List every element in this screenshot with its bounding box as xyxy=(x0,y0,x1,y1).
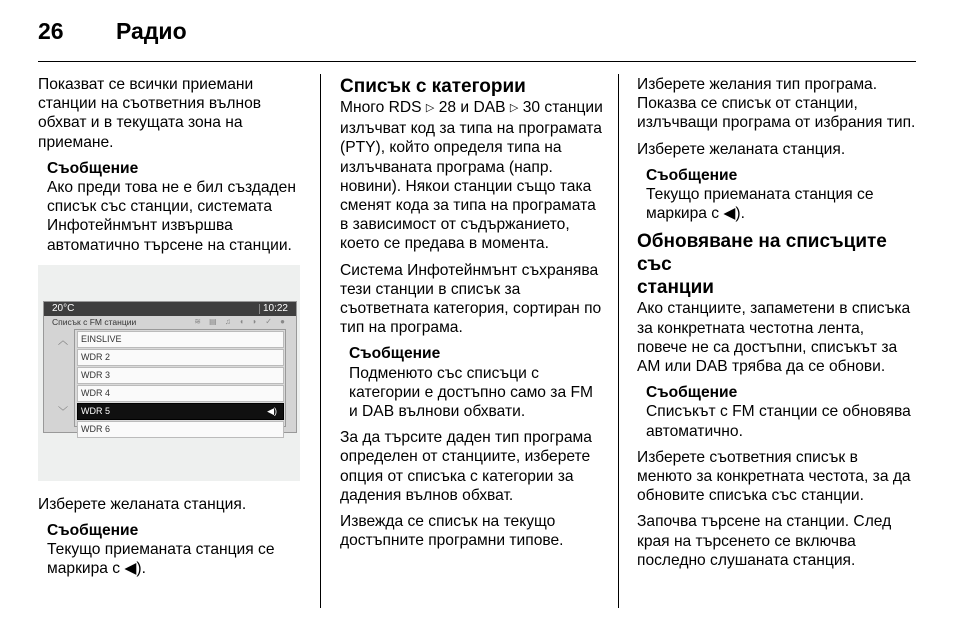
paragraph: Изберете съответния списък в менюто за конкретната честота, за да обновите списъка със станции. xyxy=(637,448,911,505)
column-divider-1 xyxy=(320,74,321,608)
station-row[interactable]: WDR 3 xyxy=(77,367,284,384)
page-title: Радио xyxy=(116,18,187,44)
paragraph: Показват се всички приемани станции на съответния вълнов обхват и в текущата зона на приемане. xyxy=(38,76,262,151)
note-text: Подменюто със списъци с категории е достъпно само за FM и DAB вълнови обхвати. xyxy=(349,364,593,421)
status-bar xyxy=(44,302,296,316)
scroll-up-icon[interactable]: ︿ xyxy=(58,335,68,347)
status-icons: ≋ ▤ ♫ ◖ ◗ ✓ ● xyxy=(194,316,288,326)
note-title: Съобщение xyxy=(47,522,139,540)
paragraph: Много RDS ▷ 28 и DAB ▷ 30 станции излъчват код за типа на програмата (PTY), който определя типа на излъчваната програма (напр. новини). Някои станции също така сменят кода за типа на програмата в зависимост от съдържанието, което се предава в момента. xyxy=(340,99,603,253)
note-title: Съобщение xyxy=(646,384,738,402)
station-row-selected[interactable]: WDR 5 ◀) xyxy=(77,403,284,420)
note-title: Съобщение xyxy=(646,166,738,184)
station-row[interactable]: WDR 4 xyxy=(77,385,284,402)
note-text: Ако преди това не е бил създаден списък със станции, системата Инфотейнмънт извършва автоматично търсене на станции. xyxy=(47,179,296,254)
column-1 xyxy=(38,75,306,586)
paragraph: Система Инфотейнмънт съхранява тези станции в списък за съответната категория, сортиран по тип на програма. xyxy=(340,261,602,337)
section-heading: Обновяване на списъците със станции xyxy=(637,231,887,299)
scroll-down-icon[interactable]: ﹀ xyxy=(58,406,68,418)
header-rule xyxy=(38,61,916,62)
column-3 xyxy=(637,75,917,577)
note-text: Текущо приеманата станция се маркира с ◀). xyxy=(47,541,275,578)
note xyxy=(646,166,917,224)
column-2 xyxy=(340,75,605,557)
page-ref[interactable]: 30 xyxy=(522,99,541,116)
station-row[interactable]: WDR 6 xyxy=(77,421,284,438)
note-text: Текущо приеманата станция се маркира с ◀). xyxy=(646,186,874,223)
infotainment-screen xyxy=(43,301,297,433)
list-title: Списък с FM станции xyxy=(52,316,137,327)
note xyxy=(646,383,917,441)
station-list-screenshot xyxy=(38,265,300,481)
paragraph: Извежда се списък на текущо достъпните програмни типове. xyxy=(340,513,564,550)
triangle-ref-icon: ▷ xyxy=(509,102,519,114)
page-ref[interactable]: 28 xyxy=(438,99,457,116)
note-text: Списъкът с FM станции се обновява автоматично. xyxy=(646,403,911,440)
page-number: 26 xyxy=(38,18,64,44)
paragraph: Започва търсене на станции. След края на търсенето се включва последно слушаната станция. xyxy=(637,513,892,569)
column-divider-2 xyxy=(618,74,619,608)
temperature: 20°C xyxy=(52,302,75,314)
speaker-icon: ◀) xyxy=(723,205,741,223)
note-title: Съобщение xyxy=(47,159,139,177)
paragraph: За да търсите даден тип програма определен от станциите, изберете опция от списъка с категории за дадения вълнов обхват. xyxy=(340,429,592,504)
note xyxy=(47,159,306,255)
note-title: Съобщение xyxy=(349,345,441,363)
speaker-icon: ◀) xyxy=(267,405,277,416)
station-row[interactable]: WDR 2 xyxy=(77,349,284,366)
note xyxy=(349,344,605,421)
paragraph: Ако станциите, запаметени в списъка за конкретната честотна лента, повече не са достъпни, списъкът за AM или DAB трябва да се обнови. xyxy=(637,300,911,376)
clock: 10:22 xyxy=(262,302,288,314)
paragraph: Изберете желания тип програма. Показва се списък от станции, излъчващи програма от избрания тип. xyxy=(637,76,916,132)
station-row[interactable]: EINSLIVE xyxy=(77,331,284,348)
paragraph: Изберете желаната станция. xyxy=(637,140,846,158)
section-heading: Списък с категории xyxy=(340,76,526,97)
speaker-icon: ◀) xyxy=(124,560,142,578)
triangle-ref-icon: ▷ xyxy=(425,102,435,114)
note xyxy=(47,521,306,579)
paragraph: Изберете желаната станция. xyxy=(38,495,247,513)
list-header xyxy=(44,316,296,328)
station-list xyxy=(74,329,286,434)
